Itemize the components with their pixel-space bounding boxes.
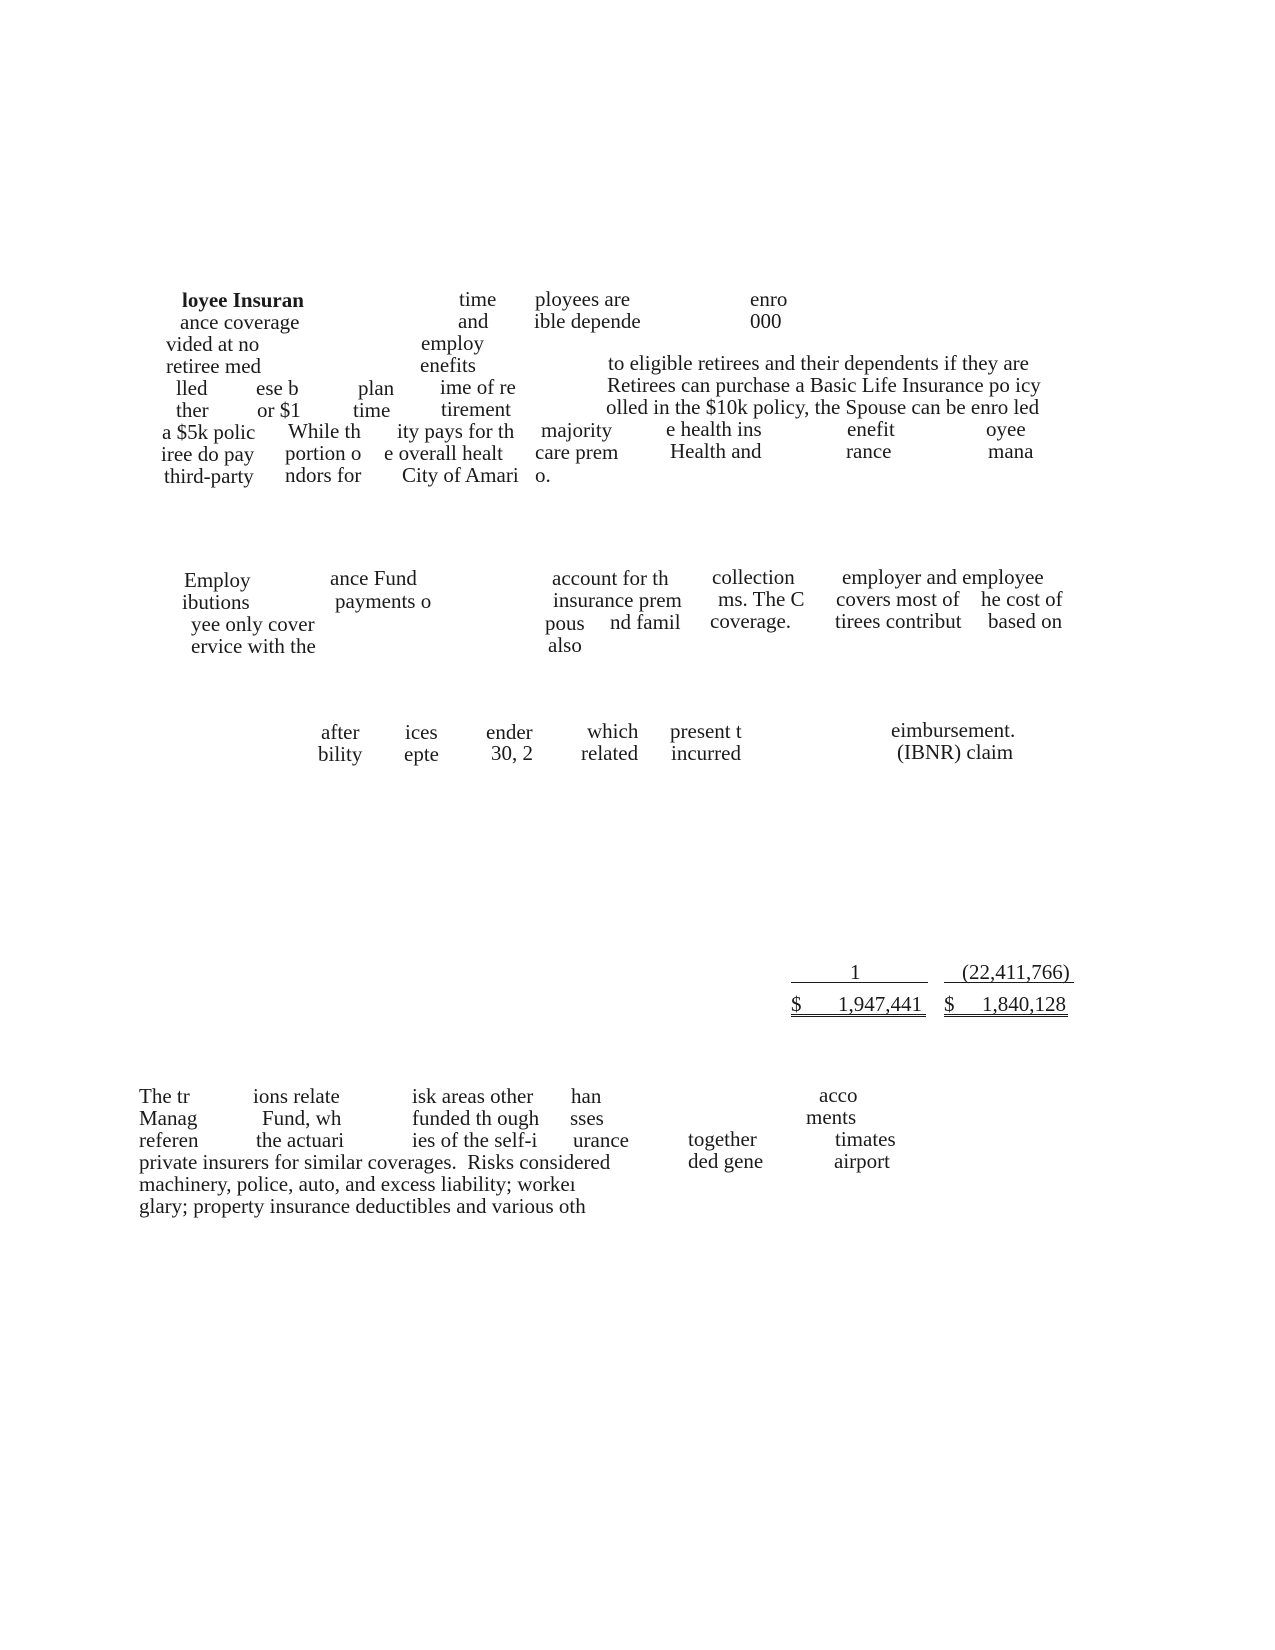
text-fragment: ies of the self-i	[412, 1128, 538, 1152]
text-fragment: enefit	[847, 417, 895, 441]
text-fragment: Manag	[139, 1106, 198, 1130]
text-fragment: retiree med	[166, 354, 262, 378]
text-fragment: oyee	[986, 417, 1026, 441]
text-fragment: (IBNR) claim	[897, 740, 1014, 764]
text-fragment: sses	[570, 1106, 604, 1130]
text-fragment: time	[459, 287, 497, 311]
text-fragment: e overall healt	[384, 441, 503, 465]
table-cell-total: 1,947,441	[838, 992, 922, 1016]
currency-symbol: $	[791, 992, 802, 1016]
text-fragment: lled	[176, 376, 208, 400]
text-fragment: Retirees can purchase a Basic Life Insurance po icy	[607, 373, 1041, 397]
heading-fragment: loyee Insuran	[182, 288, 304, 312]
text-fragment: covers most of	[836, 587, 960, 611]
text-fragment: iree do pay	[161, 442, 255, 466]
text-fragment: glary; property insurance deductibles and various oth	[139, 1194, 586, 1218]
text-fragment: insurance prem	[553, 588, 682, 612]
text-fragment: employer and employee	[842, 565, 1044, 589]
text-fragment: acco	[819, 1083, 858, 1107]
text-fragment: Fund, wh	[262, 1106, 342, 1130]
table-cell: 1	[850, 960, 861, 984]
text-fragment: plan	[358, 376, 395, 400]
text-fragment: ible depende	[534, 309, 641, 333]
text-fragment: enro	[750, 287, 788, 311]
text-fragment: ese b	[256, 376, 299, 400]
text-fragment: or $1	[257, 398, 301, 422]
text-fragment: isk areas other	[412, 1084, 534, 1108]
text-fragment: timates	[835, 1127, 896, 1151]
text-fragment: rance	[846, 439, 892, 463]
text-fragment: Employ	[184, 568, 251, 592]
text-fragment: City of Amari	[402, 463, 519, 487]
text-fragment: airport	[834, 1149, 890, 1173]
text-fragment: nd famil	[610, 610, 681, 634]
text-fragment: ibutions	[182, 590, 250, 614]
text-fragment: ndors for	[285, 463, 362, 487]
text-fragment: ervice with the	[191, 634, 316, 658]
text-fragment: Health and	[670, 439, 762, 463]
text-fragment: ime of re	[440, 375, 516, 399]
text-fragment: epte	[404, 742, 439, 766]
text-fragment: ployees are	[535, 287, 631, 311]
text-fragment: funded th ough	[412, 1106, 540, 1130]
text-fragment: machinery, police, auto, and excess liability; workeı	[139, 1172, 576, 1196]
text-fragment: referen	[139, 1128, 199, 1152]
text-fragment: ther	[176, 398, 209, 422]
text-fragment: mana	[988, 439, 1034, 463]
text-fragment: ments	[806, 1105, 857, 1129]
text-fragment: eimbursement.	[891, 718, 1016, 742]
text-fragment: account for th	[552, 566, 669, 590]
text-fragment: coverage.	[710, 609, 792, 633]
text-fragment: after	[321, 720, 360, 744]
text-fragment: ance coverage	[180, 310, 300, 334]
text-fragment: related	[581, 741, 639, 765]
text-fragment: ded gene	[688, 1149, 764, 1173]
text-fragment: han	[571, 1084, 602, 1108]
text-fragment: 30, 2	[491, 741, 533, 765]
text-fragment: bility	[318, 742, 363, 766]
text-fragment: ices	[405, 720, 438, 744]
text-fragment: enefits	[420, 353, 476, 377]
text-fragment: portion o	[285, 441, 362, 465]
text-fragment: private insurers for similar coverages. Risks considered	[139, 1150, 611, 1174]
table-cell-total: 1,840,128	[982, 992, 1066, 1016]
text-fragment: While th	[288, 419, 361, 443]
text-fragment: o.	[535, 463, 551, 487]
text-fragment: ms. The C	[718, 587, 805, 611]
text-fragment: 000	[750, 309, 782, 333]
text-fragment: a $5k polic	[162, 420, 256, 444]
text-fragment: urance	[573, 1128, 629, 1152]
text-fragment: yee only cover	[191, 612, 315, 636]
text-fragment: incurred	[671, 741, 741, 765]
text-fragment: and	[458, 309, 489, 333]
text-fragment: ions relate	[253, 1084, 340, 1108]
text-fragment: majority	[541, 418, 613, 442]
currency-symbol: $	[944, 992, 955, 1016]
text-fragment: collection	[712, 565, 795, 589]
text-fragment: vided at no	[166, 332, 260, 356]
text-fragment: tirees contribut	[835, 609, 962, 633]
text-fragment: third-party	[164, 464, 254, 488]
text-fragment: to eligible retirees and their dependents if they are	[608, 351, 1029, 375]
text-fragment: also	[548, 633, 582, 657]
text-fragment: he cost of	[981, 587, 1063, 611]
text-fragment: together	[688, 1127, 757, 1151]
text-fragment: ender	[486, 720, 533, 744]
text-fragment: The tr	[139, 1084, 190, 1108]
text-fragment: time	[353, 398, 391, 422]
text-fragment: payments o	[335, 589, 432, 613]
text-fragment: ance Fund	[330, 566, 417, 590]
text-fragment: present t	[670, 719, 742, 743]
text-fragment: olled in the $10k policy, the Spouse can be enro led	[606, 395, 1040, 419]
text-fragment: the actuari	[256, 1128, 345, 1152]
text-fragment: which	[587, 719, 639, 743]
table-cell: (22,411,766)	[962, 960, 1070, 984]
text-fragment: ity pays for th	[397, 419, 515, 443]
text-fragment: care prem	[535, 440, 619, 464]
text-fragment: employ	[421, 331, 484, 355]
text-fragment: tirement	[441, 397, 511, 421]
text-fragment: pous	[545, 611, 585, 635]
text-fragment: based on	[988, 609, 1063, 633]
text-fragment: e health ins	[666, 417, 762, 441]
